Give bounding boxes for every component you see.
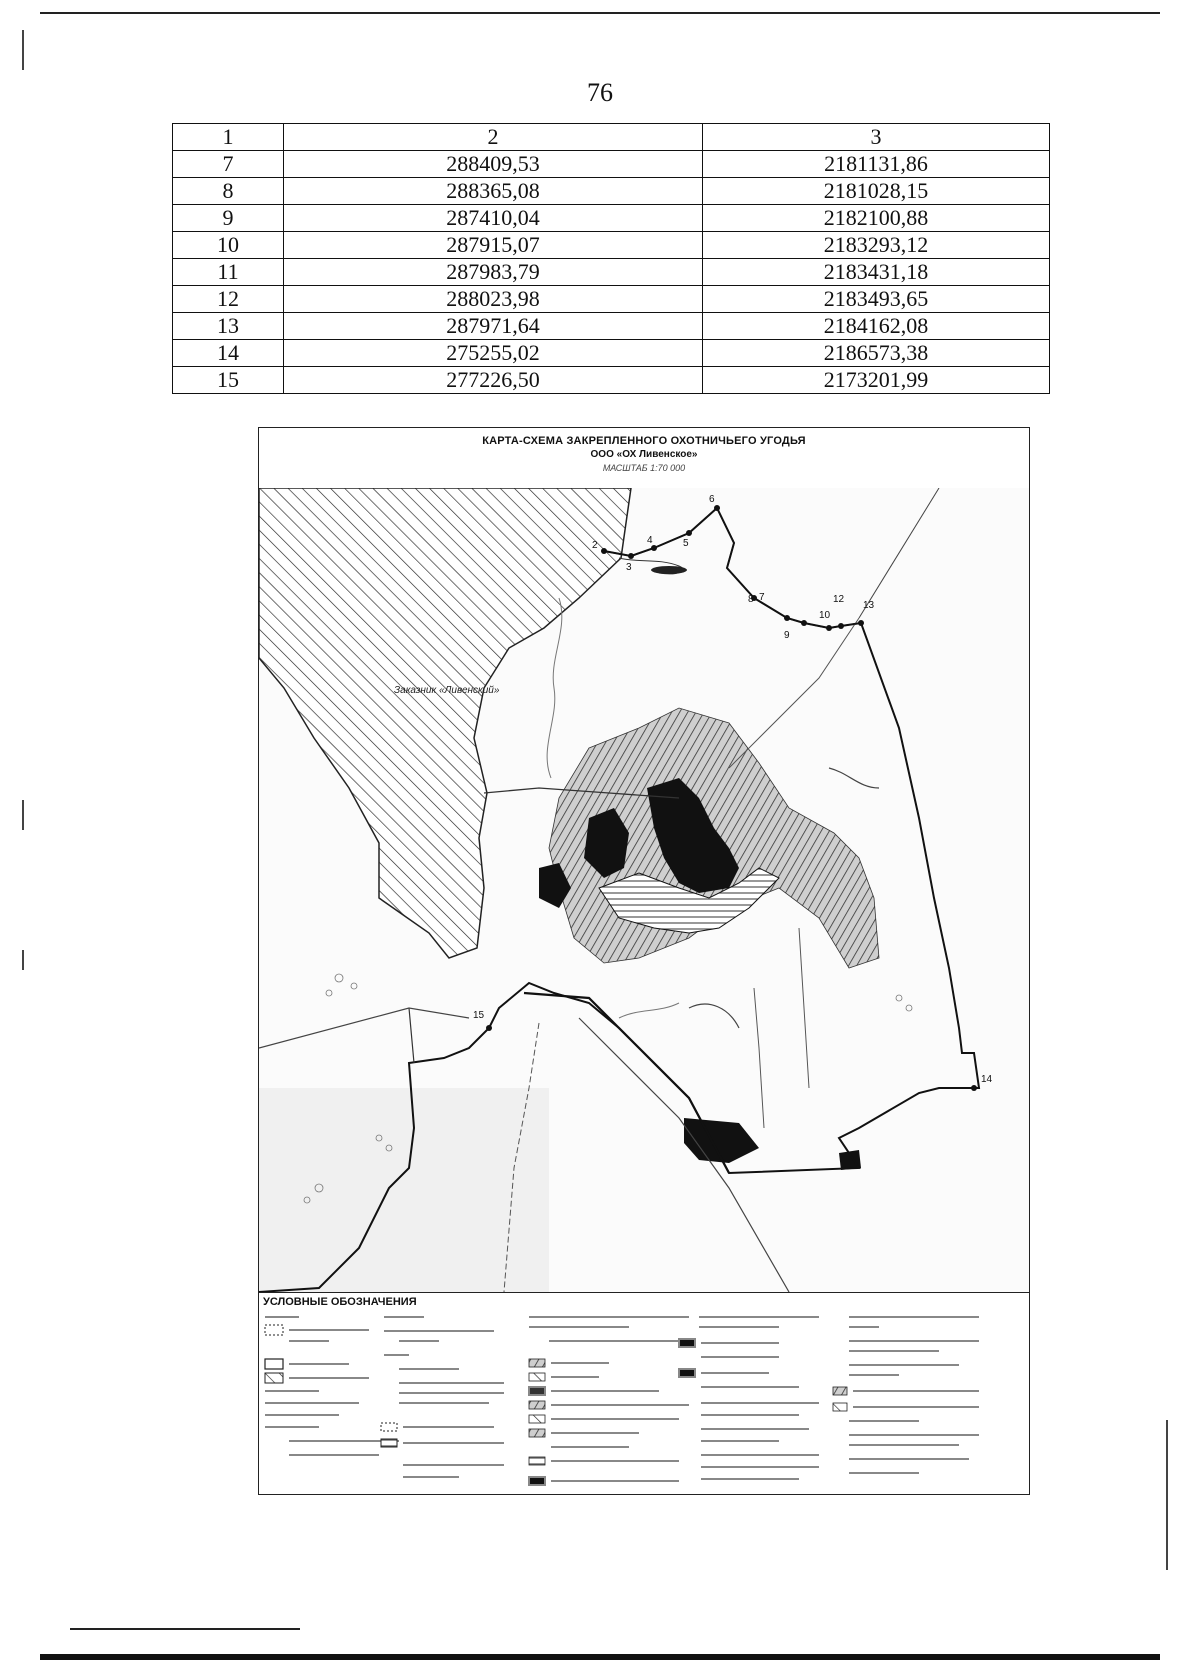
table-row	[173, 340, 1050, 367]
point-label: 2	[592, 540, 598, 551]
margin-mark	[22, 950, 24, 970]
point-label: 5	[683, 538, 689, 549]
table-cell: 2184162,08	[703, 313, 1050, 340]
table-cell: 14	[173, 340, 284, 367]
table-cell: 275255,02	[284, 340, 703, 367]
table-cell: 11	[173, 259, 284, 286]
table-cell: 2186573,38	[703, 340, 1050, 367]
table-cell: 2183493,65	[703, 286, 1050, 313]
table-row	[173, 232, 1050, 259]
table-cell: 288023,98	[284, 286, 703, 313]
margin-mark	[22, 30, 24, 70]
table-cell: 2182100,88	[703, 205, 1050, 232]
table-cell: 2181131,86	[703, 151, 1050, 178]
table-cell: 277226,50	[284, 367, 703, 394]
table-header-row	[173, 124, 1050, 151]
table-cell: 9	[173, 205, 284, 232]
table-cell: 3	[703, 124, 1050, 151]
table-cell: 287915,07	[284, 232, 703, 259]
table-row	[173, 313, 1050, 340]
map-legend	[259, 1292, 1029, 1495]
coordinates-table	[172, 123, 1050, 394]
point-label: 14	[981, 1074, 993, 1085]
table-cell: 8	[173, 178, 284, 205]
point-label: 9	[784, 630, 790, 641]
table-cell: 2181028,15	[703, 178, 1050, 205]
reserve-label: Заказник «Ливенский»	[394, 685, 500, 696]
map-drawing	[259, 488, 1029, 1292]
point-label: 10	[819, 610, 831, 621]
point-label: 3	[626, 562, 632, 573]
table-cell: 287971,64	[284, 313, 703, 340]
map-header	[259, 428, 1029, 489]
bottom-rule	[40, 1654, 1160, 1660]
legend-title: УСЛОВНЫЕ ОБОЗНАЧЕНИЯ	[263, 1296, 417, 1308]
footnote-rule	[70, 1628, 300, 1630]
point-label: 8	[748, 594, 754, 605]
margin-mark	[1166, 1420, 1168, 1570]
table-cell: 2183293,12	[703, 232, 1050, 259]
table-row	[173, 259, 1050, 286]
point-label: 7	[759, 592, 765, 603]
table-cell: 287983,79	[284, 259, 703, 286]
point-label: 15	[473, 1010, 485, 1021]
table-row	[173, 178, 1050, 205]
table-row	[173, 151, 1050, 178]
table-cell: 2	[284, 124, 703, 151]
table-row	[173, 205, 1050, 232]
table-cell: 288409,53	[284, 151, 703, 178]
top-rule	[40, 12, 1160, 14]
table-cell: 15	[173, 367, 284, 394]
page-number: 76	[587, 78, 613, 107]
map-subtitle: ООО «ОХ Ливенское»	[590, 449, 698, 460]
table-cell: 13	[173, 313, 284, 340]
table-row	[173, 367, 1050, 394]
table-cell: 287410,04	[284, 205, 703, 232]
table-cell: 12	[173, 286, 284, 313]
map-body	[259, 488, 1029, 1292]
point-label: 6	[709, 494, 715, 505]
point-label: 12	[833, 594, 845, 605]
table-cell: 1	[173, 124, 284, 151]
legend-symbols	[259, 1311, 1029, 1495]
point-label: 13	[863, 600, 875, 611]
table-cell: 7	[173, 151, 284, 178]
table-cell: 10	[173, 232, 284, 259]
point-label: 4	[647, 535, 653, 546]
table-row	[173, 286, 1050, 313]
table-cell: 2183431,18	[703, 259, 1050, 286]
map-title: КАРТА-СХЕМА ЗАКРЕПЛЕННОГО ОХОТНИЧЬЕГО УГОДЬЯ	[482, 435, 806, 447]
map-scheme	[258, 427, 1030, 1495]
table-cell: 288365,08	[284, 178, 703, 205]
margin-mark	[22, 800, 24, 830]
map-scale: МАСШТАБ 1:70 000	[602, 463, 686, 473]
table-cell: 2173201,99	[703, 367, 1050, 394]
